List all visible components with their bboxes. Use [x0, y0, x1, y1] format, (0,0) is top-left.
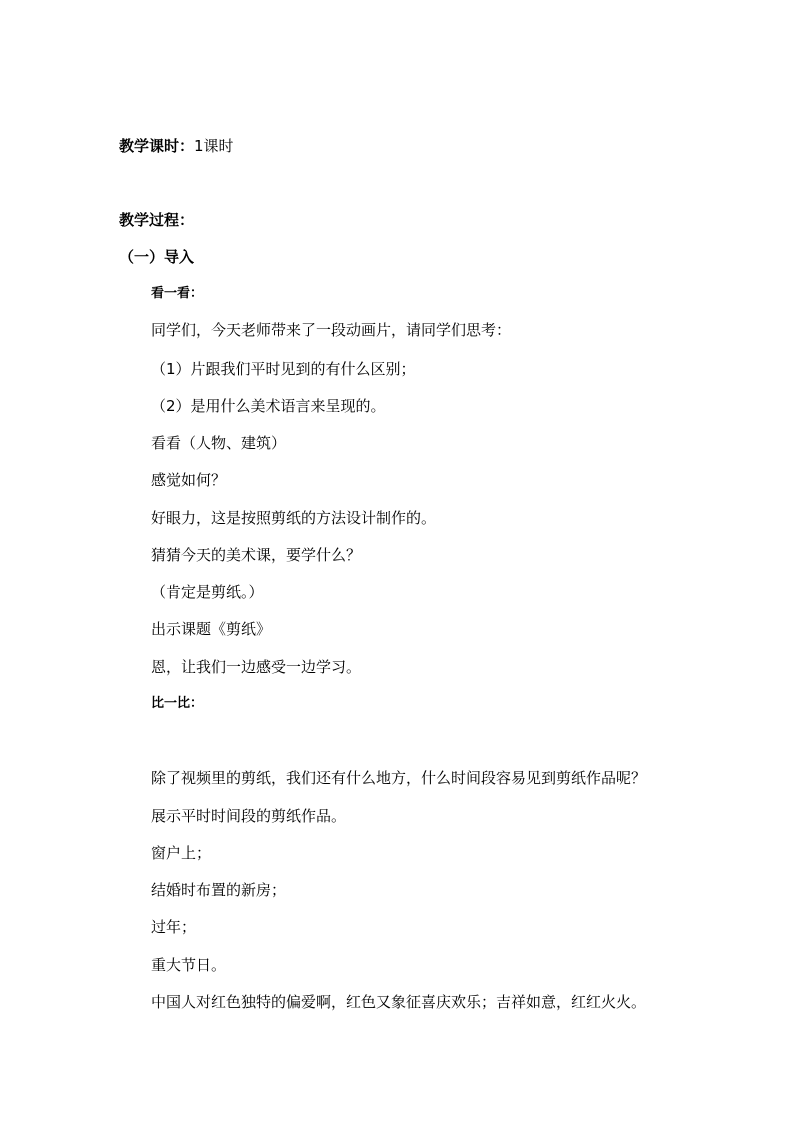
look-heading: 看一看：	[151, 286, 204, 301]
look-line: 同学们，今天老师带来了一段动画片，请同学们思考：	[151, 321, 512, 339]
compare-line: 过年；	[151, 918, 197, 936]
compare-line: 展示平时时间段的剪纸作品。	[151, 807, 347, 825]
look-line: 出示课题《剪纸》	[151, 620, 272, 638]
compare-line: 除了视频里的剪纸，我们还有什么地方，什么时间段容易见到剪纸作品呢？	[151, 769, 647, 787]
look-line: （2）是用什么美术语言来呈现的。	[151, 397, 386, 415]
look-line: （1）片跟我们平时见到的有什么区别；	[151, 360, 416, 378]
look-line: 好眼力，这是按照剪纸的方法设计制作的。	[151, 509, 437, 527]
look-line: （肯定是剪纸。）	[151, 583, 264, 601]
compare-line: 结婚时布置的新房；	[151, 881, 287, 899]
compare-line: 中国人对红色独特的偏爱啊，红色又象征喜庆欢乐；吉祥如意，红红火火。	[151, 993, 647, 1011]
section-one-heading: （一）导入	[119, 248, 195, 266]
class-hours-value: 1课时	[194, 137, 234, 155]
compare-heading: 比一比：	[151, 696, 204, 711]
look-line: 感觉如何？	[151, 471, 227, 489]
compare-line: 重大节日。	[151, 956, 227, 974]
class-hours-label: 教学课时：	[119, 137, 195, 155]
look-line: 猜猜今天的美术课，要学什么？	[151, 546, 362, 564]
look-line: 恩，让我们一边感受一边学习。	[151, 658, 362, 676]
compare-line: 窗户上；	[151, 844, 212, 862]
look-line: 看看（人物、建筑）	[151, 434, 287, 452]
process-heading: 教学过程：	[119, 211, 195, 229]
class-hours-line	[119, 136, 234, 156]
